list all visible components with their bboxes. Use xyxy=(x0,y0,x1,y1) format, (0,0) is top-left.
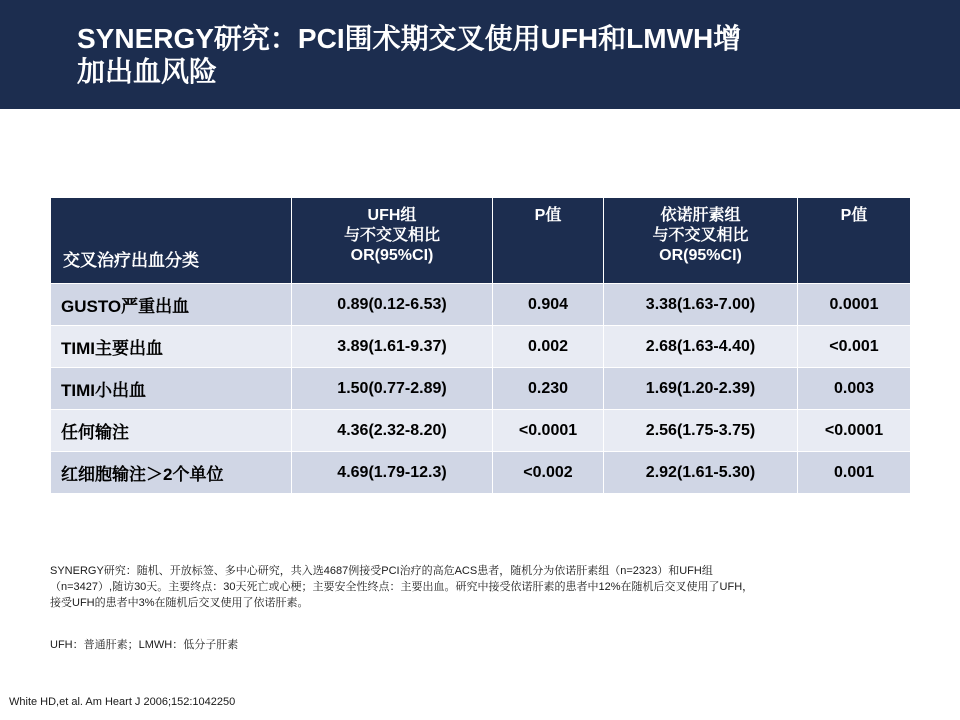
table-header-row xyxy=(51,198,911,284)
study-description xyxy=(50,563,920,611)
cell-enox-or: 2.68(1.63-4.40) xyxy=(604,326,798,368)
row-label: TIMI小出血 xyxy=(51,368,292,410)
header-ufh-line-2: 与不交叉相比 xyxy=(343,227,440,244)
table-row xyxy=(51,284,911,326)
cell-p2: 0.001 xyxy=(798,452,911,494)
row-label: 任何输注 xyxy=(51,410,292,452)
header-enoxaparin-or xyxy=(604,198,798,284)
cell-p2: 0.0001 xyxy=(798,284,911,326)
cell-ufh-or: 1.50(0.77-2.89) xyxy=(292,368,493,410)
cell-p1: <0.0001 xyxy=(493,410,604,452)
page-title-line-2: 加出血风险 xyxy=(77,56,218,87)
cell-p2: 0.003 xyxy=(798,368,911,410)
table-row xyxy=(51,326,911,368)
header-p-value-2: P值 xyxy=(798,198,911,284)
cell-p1: <0.002 xyxy=(493,452,604,494)
page-title-line-1: SYNERGY研究：PCI围术期交叉使用UFH和LMWH增 xyxy=(77,23,742,54)
cell-enox-or: 2.56(1.75-3.75) xyxy=(604,410,798,452)
header-enox-line-2: 与不交叉相比 xyxy=(652,227,749,244)
table-row xyxy=(51,368,911,410)
header-enox-line-3: OR(95%CI) xyxy=(659,247,742,264)
cell-enox-or: 2.92(1.61-5.30) xyxy=(604,452,798,494)
cell-ufh-or: 3.89(1.61-9.37) xyxy=(292,326,493,368)
study-description-line-3: 接受UFH的患者中3%在随机后交叉使用了依诺肝素。 xyxy=(50,597,309,609)
cell-p1: 0.230 xyxy=(493,368,604,410)
row-label: TIMI主要出血 xyxy=(51,326,292,368)
cell-ufh-or: 4.36(2.32-8.20) xyxy=(292,410,493,452)
table-row xyxy=(51,452,911,494)
header-p-value-1: P值 xyxy=(493,198,604,284)
row-label: GUSTO严重出血 xyxy=(51,284,292,326)
header-category: 交叉治疗出血分类 xyxy=(51,198,292,284)
cell-enox-or: 3.38(1.63-7.00) xyxy=(604,284,798,326)
header-ufh-line-3: OR(95%CI) xyxy=(350,247,434,264)
study-description-line-1: SYNERGY研究：随机、开放标签、多中心研究，共入选4687例接受PCI治疗的高危ACS患者，随机分为依诺肝素组（n=2323）和UFH组 xyxy=(50,565,713,577)
cell-p1: 0.002 xyxy=(493,326,604,368)
cell-p2: <0.0001 xyxy=(798,410,911,452)
header-ufh-line-1: UFH组 xyxy=(367,207,417,224)
cell-p1: 0.904 xyxy=(493,284,604,326)
cell-ufh-or: 4.69(1.79-12.3) xyxy=(292,452,493,494)
header-enox-line-1: 依诺肝素组 xyxy=(660,207,741,224)
cell-ufh-or: 0.89(0.12-6.53) xyxy=(292,284,493,326)
citation-reference: White HD,et al. Am Heart J 2006;152:1042250 xyxy=(9,696,236,708)
study-description-line-2: （n=3427）,随访30天。主要终点：30天死亡或心梗；主要安全性终点：主要出血。研究中接受依诺肝素的患者中12%在随机后交叉使用了UFH， xyxy=(50,581,754,593)
cell-p2: <0.001 xyxy=(798,326,911,368)
bleeding-risk-table xyxy=(50,197,911,494)
title-banner xyxy=(0,0,960,109)
table-row xyxy=(51,410,911,452)
page-title xyxy=(77,22,897,88)
abbreviations-note: UFH：普通肝素；LMWH：低分子肝素 xyxy=(50,639,239,651)
header-ufh-or xyxy=(292,198,493,284)
cell-enox-or: 1.69(1.20-2.39) xyxy=(604,368,798,410)
row-label: 红细胞输注＞2个单位 xyxy=(51,452,292,494)
